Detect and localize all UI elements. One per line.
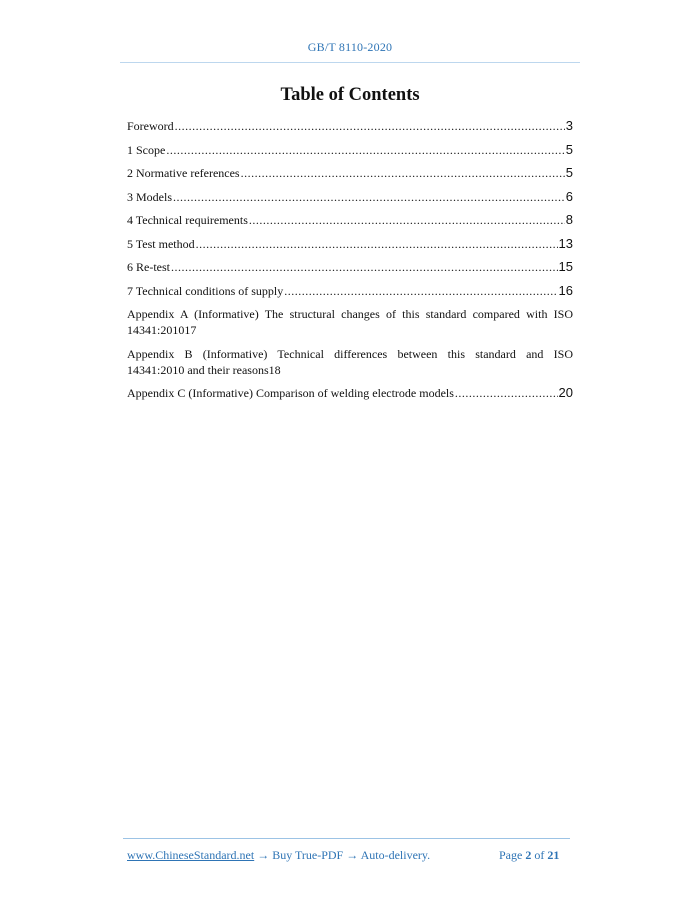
auto-delivery-text: Auto-delivery. xyxy=(360,848,431,862)
footer-divider xyxy=(123,838,570,839)
arrow-right-icon: → xyxy=(257,848,270,862)
toc-leader-dots xyxy=(173,189,565,205)
header-divider xyxy=(120,62,580,63)
toc-entry-page: 18 xyxy=(268,362,281,377)
toc-entry-page: 16 xyxy=(558,282,573,298)
page-of: of xyxy=(534,848,545,862)
toc-entry-page: 17 xyxy=(184,323,197,337)
toc-entry-appendix-a[interactable] xyxy=(127,306,573,338)
toc-entry-label: Appendix C (Informative) Comparison of welding electrode models xyxy=(127,386,454,400)
toc-leader-dots xyxy=(196,236,558,252)
toc-leader-dots xyxy=(171,259,558,275)
toc-entry-label: 4 Technical requirements xyxy=(127,213,248,227)
toc-entry-label: 5 Test method xyxy=(127,236,195,251)
toc-entry-foreword[interactable] xyxy=(127,118,573,134)
toc-entry-label-line1: Appendix A (Informative) The structural changes of this standard compared with ISO xyxy=(127,307,573,321)
buy-pdf-text: Buy True-PDF xyxy=(272,848,344,862)
toc-entry-page: 15 xyxy=(558,259,573,274)
toc-entry-appendix-c[interactable] xyxy=(127,385,573,401)
toc-entry-page: 5 xyxy=(565,141,573,157)
toc-entry-label-line2: 14341:2010 and their reasons xyxy=(127,362,269,377)
toc-entry-page: 6 xyxy=(565,188,573,204)
page-current: 2 xyxy=(525,848,532,862)
toc-leader-dots xyxy=(455,385,558,401)
toc-leader-dots xyxy=(249,212,565,228)
toc-entry-label: 2 Normative references xyxy=(127,166,240,180)
toc-entry-scope[interactable] xyxy=(127,142,573,158)
toc-entry-technical-requirements[interactable] xyxy=(127,212,573,228)
page-word: Page xyxy=(499,848,523,862)
document-standard-code: GB/T 8110-2020 xyxy=(307,40,393,54)
toc-entry-page: 20 xyxy=(558,385,573,400)
toc-entry-page: 5 xyxy=(565,165,573,180)
toc-leader-dots xyxy=(166,142,564,158)
toc-title: Table of Contents xyxy=(280,85,420,105)
arrow-right-icon: → xyxy=(346,848,359,862)
toc-entry-label-line1: Appendix B (Informative) Technical differences between this standard and ISO xyxy=(127,346,573,361)
toc-entry-page: 13 xyxy=(558,235,573,251)
toc-entry-test-method[interactable] xyxy=(127,236,573,252)
website-link[interactable]: www.ChineseStandard.net xyxy=(127,848,255,862)
toc-entry-re-test[interactable] xyxy=(127,259,573,275)
page-total: 21 xyxy=(547,848,560,862)
toc-entry-label: Foreword xyxy=(127,119,174,133)
toc-leader-dots xyxy=(241,165,565,181)
toc-entry-label: 1 Scope xyxy=(127,142,166,157)
toc-list xyxy=(127,118,573,409)
toc-entry-page: 8 xyxy=(565,212,573,227)
toc-leader-dots xyxy=(284,283,557,299)
toc-entry-technical-conditions[interactable] xyxy=(127,283,573,299)
toc-entry-models[interactable] xyxy=(127,189,573,205)
toc-leader-dots xyxy=(175,118,565,134)
toc-entry-label: 3 Models xyxy=(127,189,172,204)
page-number xyxy=(499,848,559,863)
footer-promo xyxy=(127,848,430,863)
toc-entry-page: 3 xyxy=(565,118,573,133)
toc-entry-label: 6 Re-test xyxy=(127,260,170,274)
toc-entry-appendix-b[interactable] xyxy=(127,346,573,378)
toc-entry-normative-references[interactable] xyxy=(127,165,573,181)
toc-entry-label: 7 Technical conditions of supply xyxy=(127,283,284,298)
toc-entry-label-line2: 14341:2010 xyxy=(127,323,185,337)
